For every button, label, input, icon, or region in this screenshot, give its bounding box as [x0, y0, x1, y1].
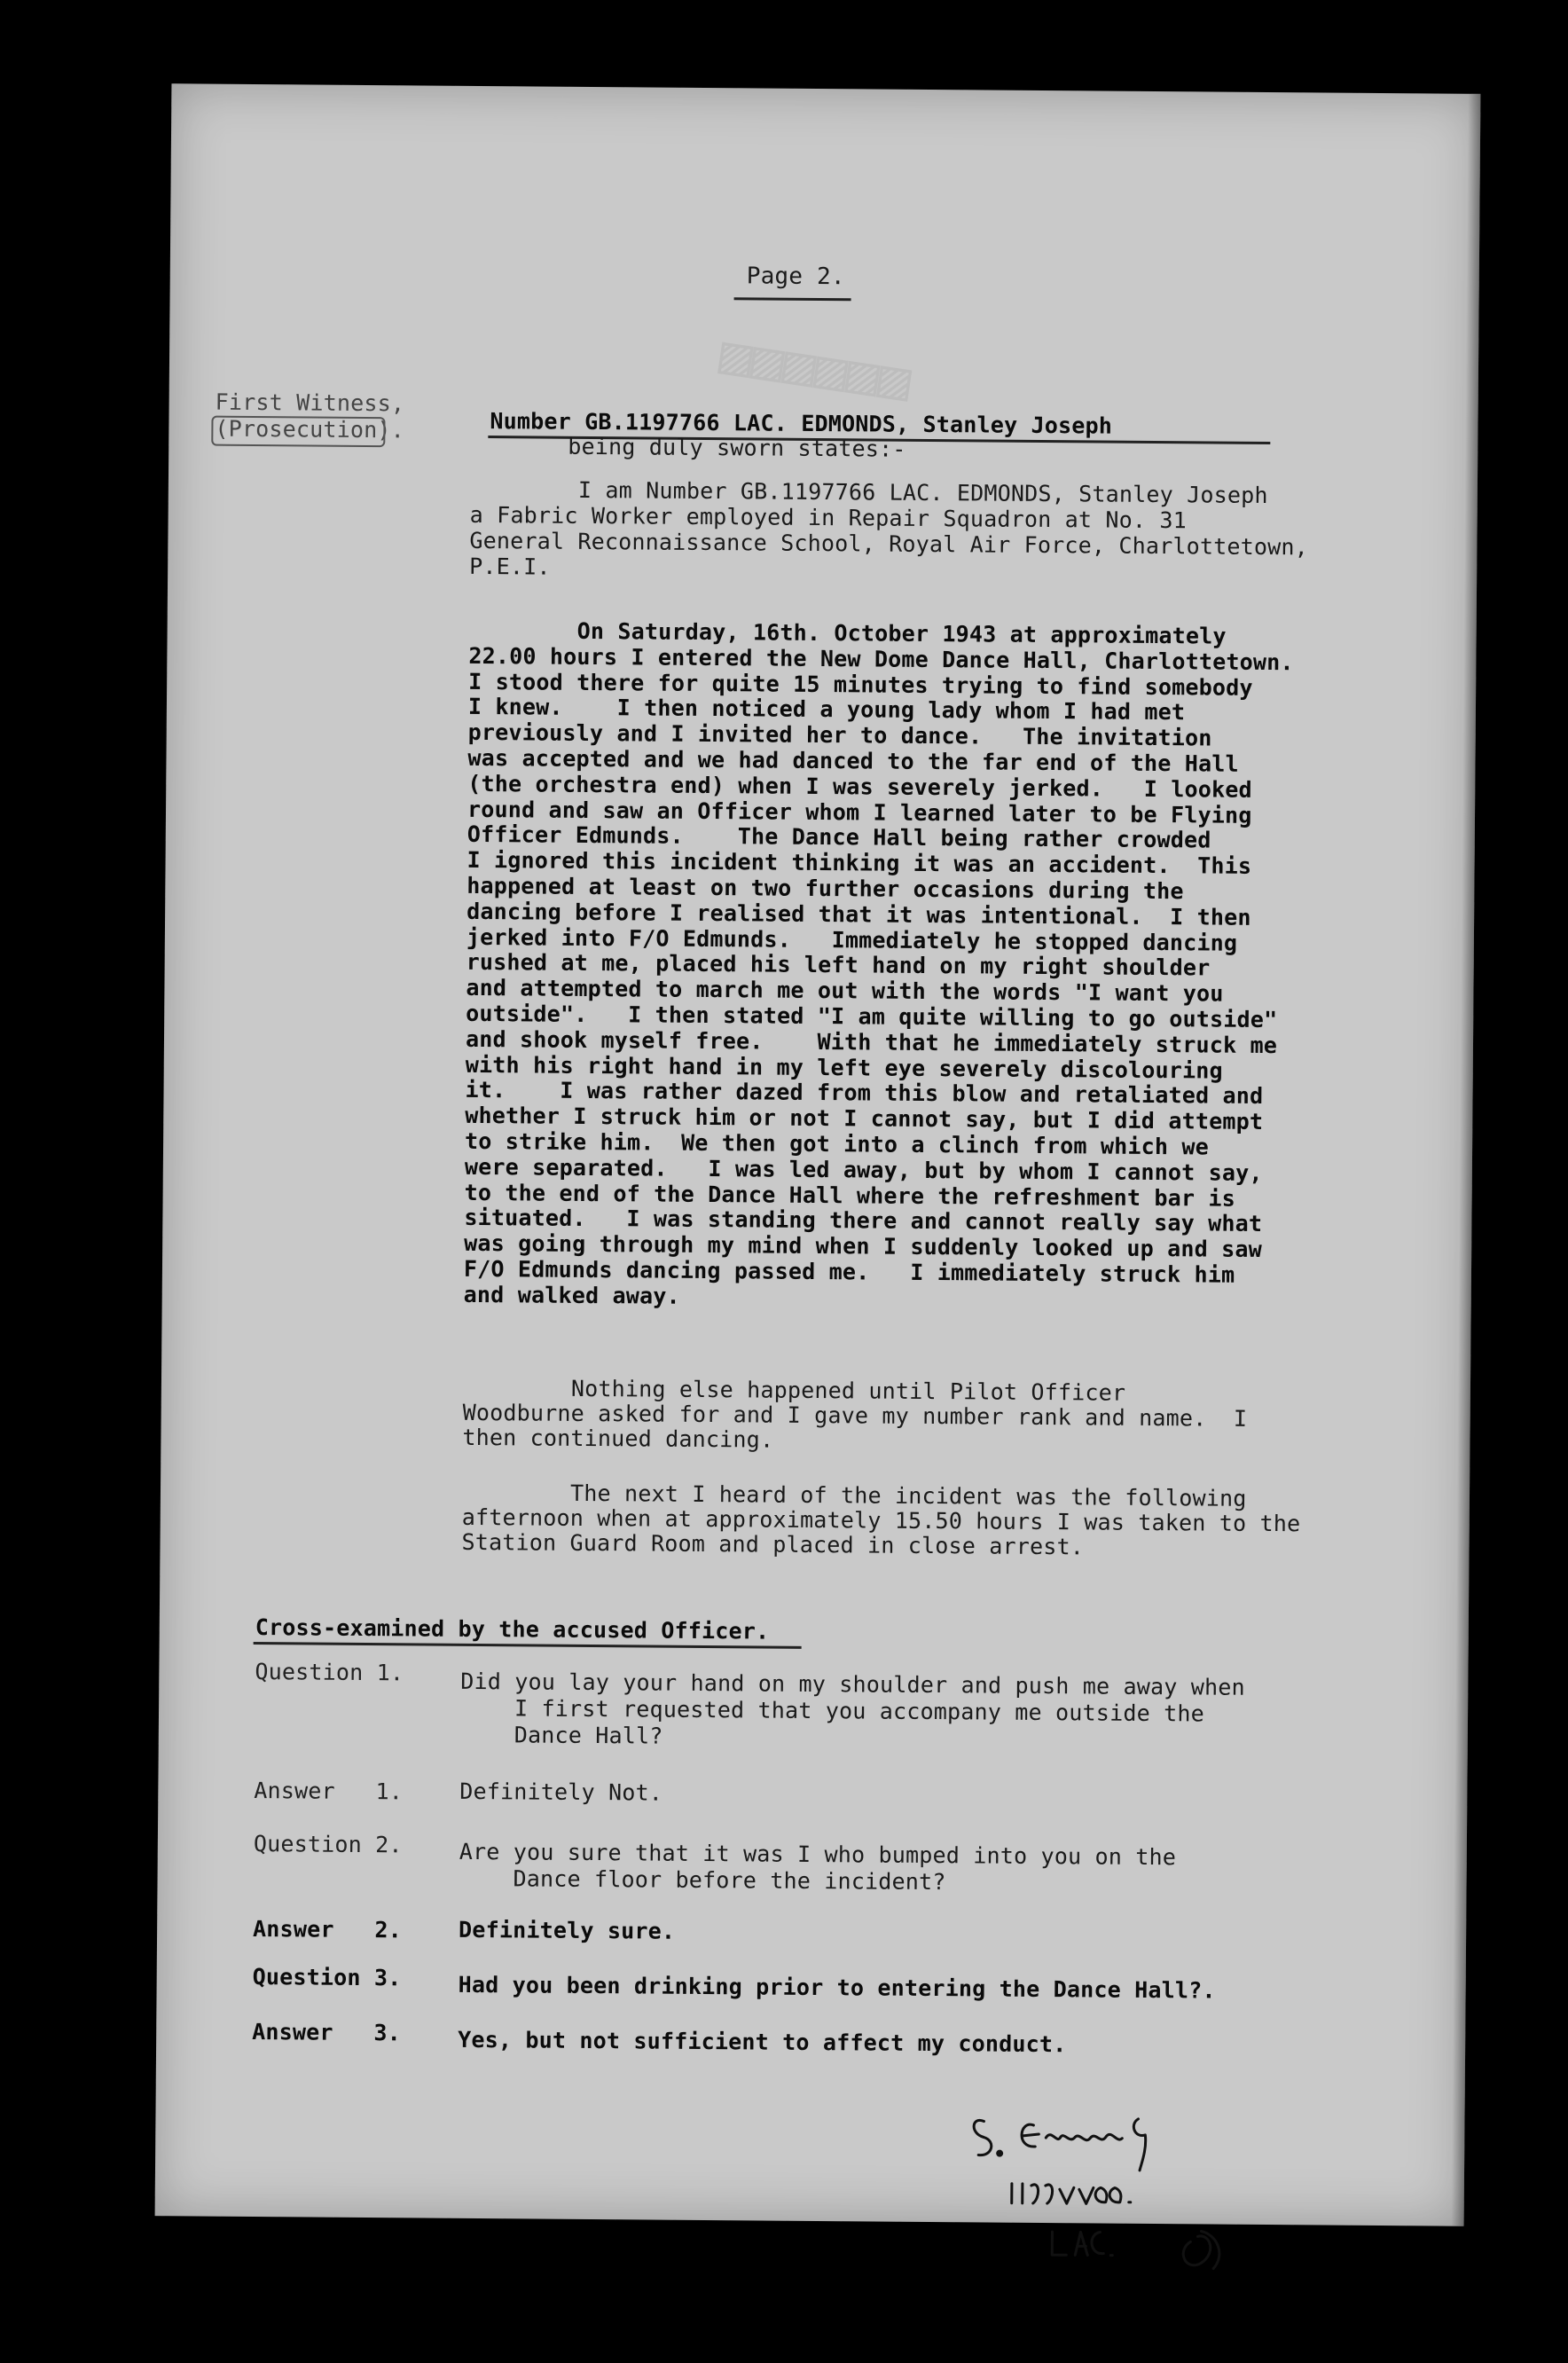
sworn-line: being duly sworn states:-: [568, 433, 906, 462]
question-2-text: Are you sure that it was I who bumped into you on the Dance floor before the incident?: [459, 1838, 1177, 1896]
statement-paragraph-2: On Saturday, 16th. October 1943 at approximately 22.00 hours I entered the New Dome Dance Hall, Charlottetown. I stood there for quite 15 minutes trying to find somebody I knew. I then noticed a young lady whom I had met previously and I invited her to dance. The invitation was accepted and we had danced to the far end of the Hall (the orchestra end) when I was severely jerked. I looked round and saw an Officer whom I learned later to be Flying Officer Edmunds. The Dance Hall being rather crowded I ignored this incident thinking it was an accident. This happened at least on two further occasions during the dancing before I realised that it was intentional. I then jerked into F/O Edmunds. Immediately he stopped dancing rushed at me, placed his left hand on my right shoulder and attempted to march me out with the words "I want you outside". I then stated "I am quite willing to go outside" and shook myself free. With that he immediately struck me with his right hand in my left eye severely discolouring it. I was rather dazed from this blow and retaliated and whether I struck him or not I cannot say, but I did attempt to strike him. We then got into a clinch from which we were separated. I was led away, but by whom I cannot say, to the end of the Dance Hall where the refreshment bar is situated. I was standing there and cannot really say what was going through my mind when I suddenly looked up and saw F/O Edmunds dancing passed me. I immediately struck him and walked away.: [463, 616, 1294, 1309]
faint-stamp-mark: ▨▨▨▨▨▨: [716, 323, 915, 413]
page-number: Page 2.: [746, 263, 845, 291]
signature-scribble: [963, 2098, 1249, 2287]
witness-label-box: [211, 416, 385, 448]
answer-3-text: Yes, but not sufficient to affect my conduct.: [458, 2026, 1067, 2058]
witness-label-line2: (Prosecution).: [215, 415, 405, 444]
handwritten-signature: [963, 2098, 1249, 2287]
question-2-label: Question 2.: [253, 1831, 403, 1858]
witness-heading: Number GB.1197766 LAC. EDMONDS, Stanley Joseph: [490, 408, 1113, 439]
page-number-underline: [734, 297, 851, 301]
answer-1-text: Definitely Not.: [459, 1778, 663, 1806]
answer-2-label: Answer 2.: [253, 1916, 403, 1943]
answer-3-label: Answer 3.: [252, 2019, 402, 2046]
document-page: [155, 83, 1481, 2226]
witness-label-line1: First Witness,: [215, 389, 405, 417]
answer-2-text: Definitely sure.: [459, 1916, 676, 1944]
statement-paragraph-4: The next I heard of the incident was the following afternoon when at approximately 15.50 hours I was taken to the Station Guard Room and placed in close arrest.: [461, 1479, 1301, 1560]
statement-paragraph-1: I am Number GB.1197766 LAC. EDMONDS, Stanley Joseph a Fabric Worker employed in Repair Squadron at No. 31 General Reconnaissance School, Royal Air Force, Charlottetown, P.E.I.: [469, 475, 1309, 580]
question-3-label: Question 3.: [252, 1964, 402, 1991]
answer-1-label: Answer 1.: [254, 1778, 404, 1805]
cross-examination-heading: Cross-examined by the accused Officer.: [255, 1614, 770, 1645]
question-1-text: Did you lay your hand on my shoulder and push me away when I first requested that you accompany me outside the Dance Hall?: [459, 1668, 1245, 1749]
statement-paragraph-3: Nothing else happened until Pilot Officer Woodburne asked for and I gave my number rank and name. I then continued dancing.: [462, 1374, 1248, 1453]
question-3-text: Had you been drinking prior to entering the Dance Hall?.: [458, 1971, 1216, 2004]
question-1-label: Question 1.: [255, 1659, 404, 1686]
